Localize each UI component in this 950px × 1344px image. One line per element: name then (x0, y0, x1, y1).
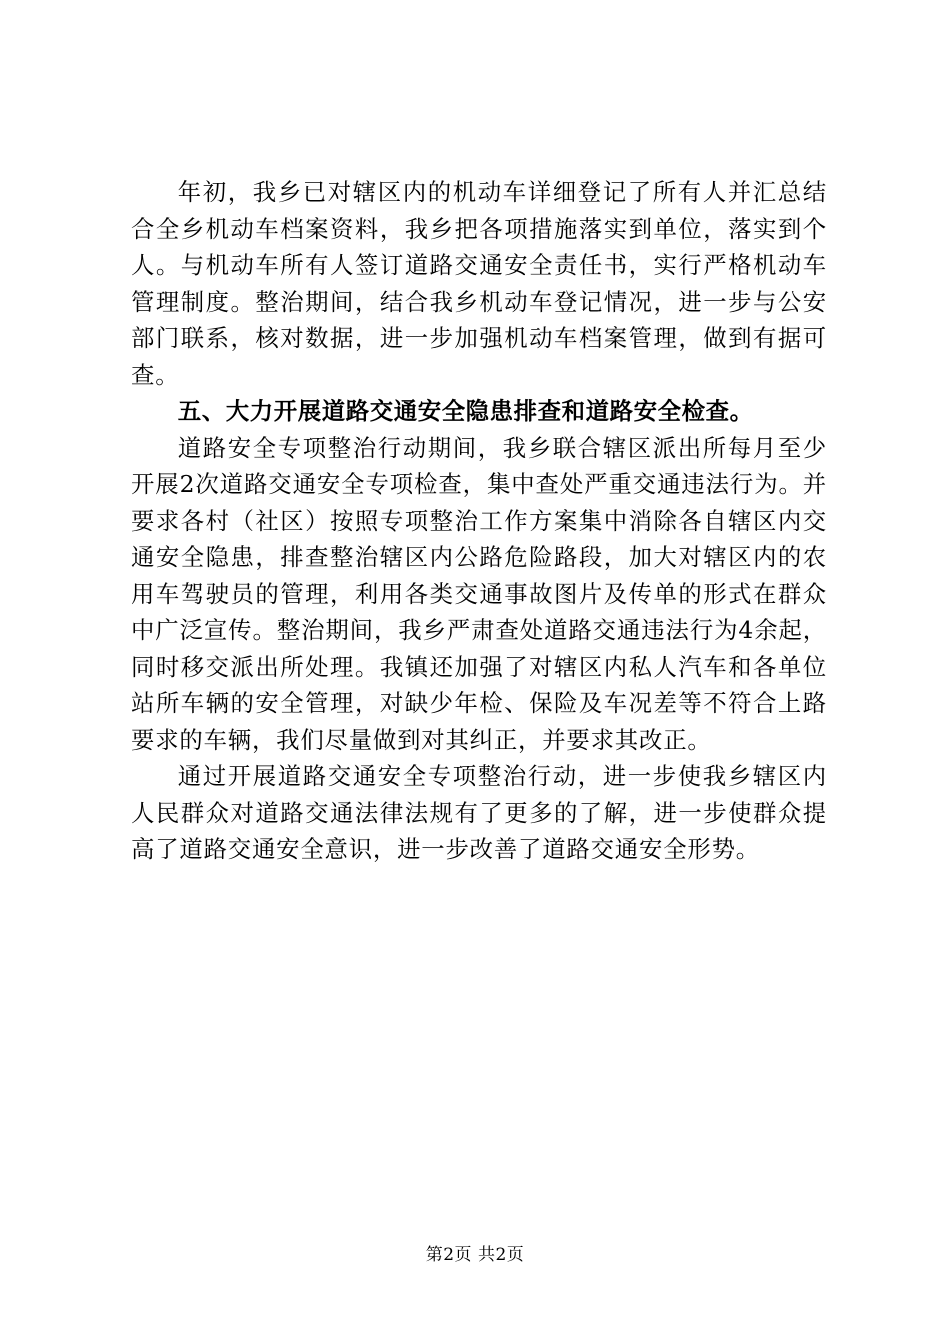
paragraph-conclusion: 通过开展道路交通安全专项整治行动，进一步使我乡辖区内人民群众对道路交通法律法规有了更多的了解，进一步使群众提高了道路交通安全意识，进一步改善了道路交通安全形势。 (131, 762, 827, 863)
section-heading-five: 五、大力开展道路交通安全隐患排查和道路安全检查。 (177, 397, 754, 425)
document-body (131, 174, 827, 868)
page-number-footer: 第2页 共2页 (425, 1245, 525, 1265)
paragraph-vehicle-registration: 年初，我乡已对辖区内的机动车详细登记了所有人并汇总结合全乡机动车档案资料，我乡把各项措施落实到单位，落实到个人。与机动车所有人签订道路交通安全责任书，实行严格机动车管理制度。整治期间，结合我乡机动车登记情况，进一步与公安部门联系，核对数据，进一步加强机动车档案管理，做到有据可查。 (131, 178, 827, 389)
paragraph-safety-inspection: 道路安全专项整治行动期间，我乡联合辖区派出所每月至少开展2次道路交通安全专项检查，集中查处严重交通违法行为。并要求各村（社区）按照专项整治工作方案集中消除各自辖区内交通安全隐患，排查整治辖区内公路危险路段，加大对辖区内的农用车驾驶员的管理，利用各类交通事故图片及传单的形式在群众中广泛宣传。整治期间，我乡严肃查处道路交通违法行为4余起，同时移交派出所处理。我镇还加强了对辖区内私人汽车和各单位站所车辆的安全管理，对缺少年检、保险及车况差等不符合上路要求的车辆，我们尽量做到对其纠正，并要求其改正。 (131, 433, 827, 754)
